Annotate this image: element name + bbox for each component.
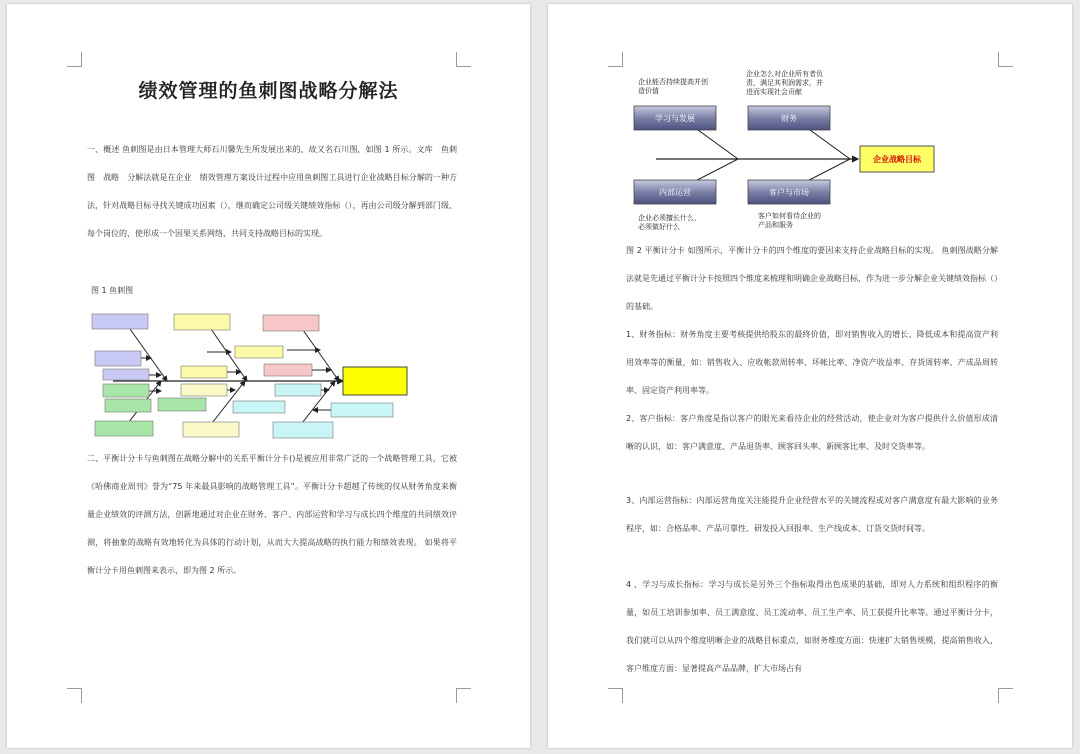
- paragraph-customer-indicators: 2、客户指标：客户角度是指以客户的眼光来看待企业的经营活动，使企业对为客户提供什么价值形成清晰的认识，如：客户满意度、产品退货率、顾客回头率、新顾客比率、及时交货率等。: [626, 414, 998, 451]
- paragraph-bsc-relation: 二、平衡计分卡与鱼刺图在战略分解中的关系平衡计分卡()是被应用非常广泛的一个战略管理工具，它被《哈佛商业周刊》誉为“75 年来最具影响的战略管理工具”。平衡计分卡超越了传统的仅从财务角度来衡量企业绩效的评测方法，创新地通过对企业在财务、客户、内部运营和学习与成长四个维度的共同绩效评测，将抽象的战略有效地转化为具体的行动计划，从而大大提高战略的执行能力和绩效表现。 如果将平衡计分卡用鱼刺图来表示，即为图 2 所示。: [87, 454, 457, 575]
- document-page-2: [548, 4, 1072, 748]
- note-finance-line2: 责，满足其利润需求，并: [746, 79, 823, 87]
- cause-box: [263, 315, 319, 331]
- cause-box: [95, 351, 141, 366]
- crop-mark: [998, 688, 1013, 703]
- cause-box: [174, 314, 230, 330]
- paragraph-internal-indicators: 3、内部运营指标：内部运营角度关注能提升企业经营水平的关键流程或对客户满意度有最大影响的业务程序，如：合格品率、产品可靠性、研发投入回报率、生产线成本、订货交货时间等。: [626, 496, 998, 533]
- crop-mark: [608, 688, 623, 703]
- cause-box: [158, 398, 206, 411]
- note-customer-line1: 客户如何看待企业的: [758, 212, 821, 220]
- note-internal-line2: 必须做好什么: [638, 223, 680, 231]
- box-learning-label: 学习与发展: [655, 114, 695, 123]
- crop-mark: [67, 52, 82, 67]
- cause-box: [183, 422, 239, 437]
- crop-mark: [67, 688, 82, 703]
- cause-box: [273, 422, 333, 438]
- paragraph-learning-indicators: 4 、学习与成长指标：学习与成长是另外三个指标取得出色成果的基础，即对人力系统和组织程序的衡量，如员工培训参加率、员工满意度、员工流动率、员工生产率、员工获提升比率等。通过平衡计分卡，我们就可以从四个维度明晰企业的战略目标重点，如财务维度方面：快速扩大销售规模，提高销售收入，客户维度方面：显著提高产品品牌，扩大市场占有: [626, 580, 998, 673]
- note-internal-line1: 企业必须擅长什么，: [638, 214, 701, 222]
- balanced-scorecard-fishbone: [628, 64, 948, 236]
- note-learning: [638, 77, 710, 95]
- crop-mark: [998, 52, 1013, 67]
- crop-mark: [456, 688, 471, 703]
- cause-box: [264, 364, 312, 376]
- paragraph-figure-2: 图 2 平衡计分卡 如图所示，平衡计分卡的四个维度的要因来支持企业战略目标的实现。 鱼刺图战略分解法就是先通过平衡计分卡按照四个维度来梳理和明确企业战略目标，作为进一步分解企业关键绩效指标（）的基础。: [626, 246, 998, 311]
- crop-mark: [456, 52, 471, 67]
- figure-1-caption: 图 1 鱼刺图: [91, 286, 134, 295]
- cause-box: [95, 421, 153, 436]
- fishbone-head: [343, 367, 407, 395]
- document-page-1: [7, 4, 530, 748]
- note-finance-line3: 进而实现社会贡献: [746, 88, 802, 96]
- cause-box: [331, 403, 393, 417]
- note-learning-line1: 企业能否持续提高并创: [638, 78, 708, 86]
- cause-box: [181, 366, 227, 378]
- cause-box: [103, 369, 149, 380]
- paragraph-finance-indicators: 1、财务指标：财务角度主要考核提供给股东的最终价值，即对销售收入的增长、降低成本和提高资产利用效率等的衡量，如：销售收入、应收帐款周转率、坏帐比率、净资产收益率、存货周转率、产成品周转率、固定资产利用率等。: [626, 330, 998, 395]
- fishbone-diagram: [85, 304, 415, 439]
- box-internal-label: 内部运营: [659, 188, 691, 197]
- note-finance-line1: 企业怎么对企业所有者负: [746, 70, 823, 78]
- note-customer: [758, 211, 823, 229]
- note-finance: [746, 69, 825, 96]
- cause-box: [275, 384, 321, 396]
- note-learning-line2: 造价值: [638, 87, 659, 95]
- cause-box: [233, 401, 285, 413]
- strategy-goal-label: 企业战略目标: [873, 155, 921, 164]
- cause-box: [105, 399, 151, 412]
- document-title: 绩效管理的鱼刺图战略分解法: [138, 80, 399, 102]
- cause-box: [103, 384, 149, 397]
- cause-box: [92, 314, 148, 329]
- paragraph-overview: 一、概述 鱼刺图是由日本管理大师石川馨先生所发展出来的，故又名石川图，如图 1 所示。文库 鱼刺图 战略 分解法就是在企业 绩效管理方案设计过程中应用鱼刺图工具进行企业战略目标分解的一种方法，针对战略目标寻找关键成功因素（），继而确定公司级关键绩效指标（），再由公司级分解到部门级、每个岗位的，使形成一个因果关系网络，共同支持战略目标的实现。: [87, 145, 457, 238]
- cause-box: [235, 346, 283, 358]
- box-customer-label: 客户与市场: [769, 188, 809, 197]
- note-customer-line2: 产品和服务: [758, 221, 793, 229]
- crop-mark: [608, 52, 623, 67]
- box-finance-label: 财务: [781, 114, 797, 123]
- note-internal: [638, 213, 703, 231]
- cause-box: [181, 384, 227, 396]
